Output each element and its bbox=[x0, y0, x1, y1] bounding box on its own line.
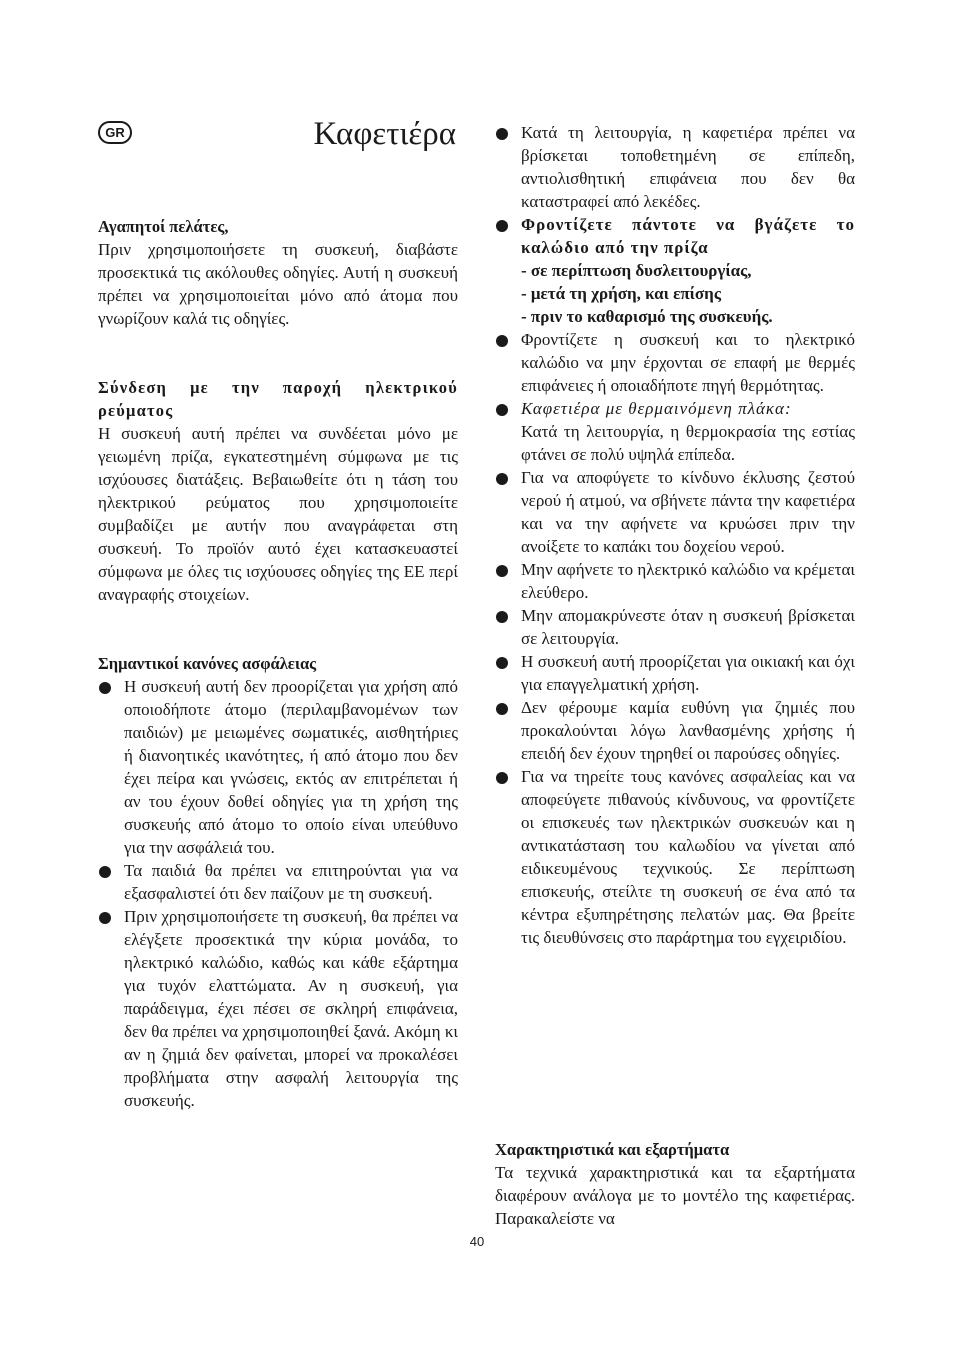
bullet-text: Φροντίζετε η συσκευή και το ηλεκτρικό καλώδιο να μην έρχονται σε επαφή με θερμές επιφάνειες ή οποιαδήποτε πηγή θερμότητας. bbox=[521, 330, 855, 395]
list-item bbox=[495, 650, 855, 696]
bullet-icon bbox=[496, 703, 508, 715]
greeting-section bbox=[98, 215, 458, 330]
bullet-icon bbox=[496, 657, 508, 669]
bullet-text: Μην απομακρύνεστε όταν η συσκευή βρίσκεται σε λειτουργία. bbox=[521, 606, 855, 648]
safety-bullet-text: Η συσκευή αυτή δεν προορίζεται για χρήση από οποιοδήποτε άτομο (περιλαμβανομένων των παιδιών) με μειωμένες σωματικές, αισθητήριες ή διανοητικές ικανότητες, ή από άτομο που δεν έχει πείρα και γνώσεις, εκτός αν επιτρέπεται ή αν του έχουν δοθεί οδηγίες για τη χρήση της συσκευής από άτομο το οποίο είναι υπεύθυνο για την ασφάλειά του. bbox=[124, 677, 458, 857]
bullet-icon bbox=[496, 128, 508, 140]
unplug-item: - μετά τη χρήση, και επίσης bbox=[521, 284, 722, 303]
features-section bbox=[495, 1138, 855, 1230]
bullet-text: Δεν φέρουμε καμία ευθύνη για ζημιές που προκαλούνται λόγω λανθασμένης χρήσης ή επειδή δεν έχουν τηρηθεί οι παρούσες οδηγίες. bbox=[521, 698, 855, 763]
list-item bbox=[495, 328, 855, 397]
list-item bbox=[495, 604, 855, 650]
bullet-icon bbox=[496, 404, 508, 416]
bullet-icon bbox=[496, 772, 508, 784]
bullet-text: Μην αφήνετε το ηλεκτρικό καλώδιο να κρέμεται ελεύθερο. bbox=[521, 560, 855, 602]
bullet-icon bbox=[496, 565, 508, 577]
bullet-icon bbox=[496, 611, 508, 623]
connection-text: Η συσκευή αυτή πρέπει να συνδέεται μόνο με γειωμένη πρίζα, εγκατεστημένη σύμφωνα με τις ισχύουσες διατάξεις. Βεβαιωθείτε ότι η τάση του ηλεκτρικού ρεύματος που χρησιμοποιείτε συμβαδίζει με αυτήν που αναγράφεται στη συσκευή. Το προϊόν αυτό έχει κατασκευαστεί σύμφωνα με όλες τις ισχύουσες οδηγίες της ΕΕ περί αναγραφής στοιχείων. bbox=[98, 424, 458, 604]
connection-heading: Σύνδεση με την παροχή ηλεκτρικού ρεύματος bbox=[98, 378, 458, 420]
hotplate-italic: Καφετιέρα με θερμαινόμενη πλάκα: bbox=[521, 399, 792, 418]
bullet-icon bbox=[99, 912, 111, 924]
unplug-lead: Φροντίζετε πάντοτε να βγάζετε το καλώδιο από την πρίζα bbox=[521, 215, 855, 257]
language-badge: GR bbox=[98, 121, 132, 144]
bullet-icon bbox=[99, 866, 111, 878]
safety-section bbox=[98, 652, 458, 1112]
page-number: 40 bbox=[469, 1234, 485, 1249]
safety-bullet-text: Τα παιδιά θα πρέπει να επιτηρούνται για να εξασφαλιστεί ότι δεν παίζουν με τη συσκευή. bbox=[124, 861, 458, 903]
unplug-item: - σε περίπτωση δυσλειτουργίας, bbox=[521, 261, 752, 280]
list-item bbox=[98, 859, 458, 905]
list-item bbox=[98, 675, 458, 859]
list-item bbox=[98, 905, 458, 1112]
list-item bbox=[495, 466, 855, 558]
list-item bbox=[495, 765, 855, 949]
list-item bbox=[495, 558, 855, 604]
bullet-icon bbox=[99, 682, 111, 694]
list-item bbox=[495, 696, 855, 765]
features-heading: Χαρακτηριστικά και εξαρτήματα bbox=[495, 1140, 730, 1159]
hotplate-text: Κατά τη λειτουργία, η θερμοκρασία της εστίας φτάνει σε πολύ υψηλά επίπεδα. bbox=[521, 422, 855, 464]
safety-bullet-text: Πριν χρησιμοποιήσετε τη συσκευή, θα πρέπει να ελέγξετε προσεκτικά την κύρια μονάδα, το ηλεκτρικό καλώδιο, καθώς και κάθε εξάρτημα για τυχόν ελαττώματα. Αν η συσκευή, για παράδειγμα, έχει πέσει σε σκληρή επιφάνεια, δεν θα πρέπει να χρησιμοποιηθεί ξανά. Ακόμη κι αν η ζημιά δεν φαίνεται, μπορεί να προκαλέσει προβλήματα στην ασφαλή λειτουργία της συσκευής. bbox=[124, 907, 458, 1110]
safety-heading: Σημαντικοί κανόνες ασφάλειας bbox=[98, 654, 317, 673]
bullet-text: Για να τηρείτε τους κανόνες ασφαλείας και να αποφεύγετε πιθανούς κίνδυνους, να φροντίζετε οι επισκευές των ηλεκτρικών συσκευών και η αντικατάσταση του καλωδίου να γίνεται από ειδικευμένους τεχνικούς. Σε περίπτωση επισκευής, στείλτε τη συσκευή σε ένα από τα κέντρα εξυπηρέτησης πελατών μας. Θα βρείτε τις διευθύνσεις στο παράρτημα του εγχειριδίου. bbox=[521, 767, 855, 947]
list-item-hotplate bbox=[495, 397, 855, 466]
list-item-unplug bbox=[495, 213, 855, 328]
bullet-text: Για να αποφύγετε το κίνδυνο έκλυσης ζεστού νερού ή ατμού, να σβήνετε πάντα την καφετιέρα και να την αφήνετε να κρυώσει πριν την ανοίξετε το καπάκι του δοχείου νερού. bbox=[521, 468, 855, 556]
bullet-text: Κατά τη λειτουργία, η καφετιέρα πρέπει να βρίσκεται τοποθετημένη σε επίπεδη, αντιολισθητική επιφάνεια που δεν θα καταστραφεί από λεκέδες. bbox=[521, 123, 855, 211]
greeting-heading: Αγαπητοί πελάτες, bbox=[98, 217, 229, 236]
bullet-text: Η συσκευή αυτή προορίζεται για οικιακή και όχι για επαγγελματική χρήση. bbox=[521, 652, 855, 694]
bullet-icon bbox=[496, 473, 508, 485]
right-bullets bbox=[495, 121, 855, 949]
greeting-text: Πριν χρησιμοποιήσετε τη συσκευή, διαβάστε προσεκτικά τις ακόλουθες οδηγίες. Αυτή η συσκευή πρέπει να χρησιμοποιείται μόνο από άτομα που γνωρίζουν καλά τις οδηγίες. bbox=[98, 240, 458, 328]
list-item bbox=[495, 121, 855, 213]
bullet-icon bbox=[496, 335, 508, 347]
page-title: Καφετιέρα bbox=[313, 116, 456, 152]
features-text: Τα τεχνικά χαρακτηριστικά και τα εξαρτήματα διαφέρουν ανάλογα με το μοντέλο της καφετιέρας. Παρακαλείστε να bbox=[495, 1163, 855, 1228]
unplug-item: - πριν το καθαρισμό της συσκευής. bbox=[521, 307, 773, 326]
connection-section bbox=[98, 376, 458, 606]
bullet-icon bbox=[496, 220, 508, 232]
